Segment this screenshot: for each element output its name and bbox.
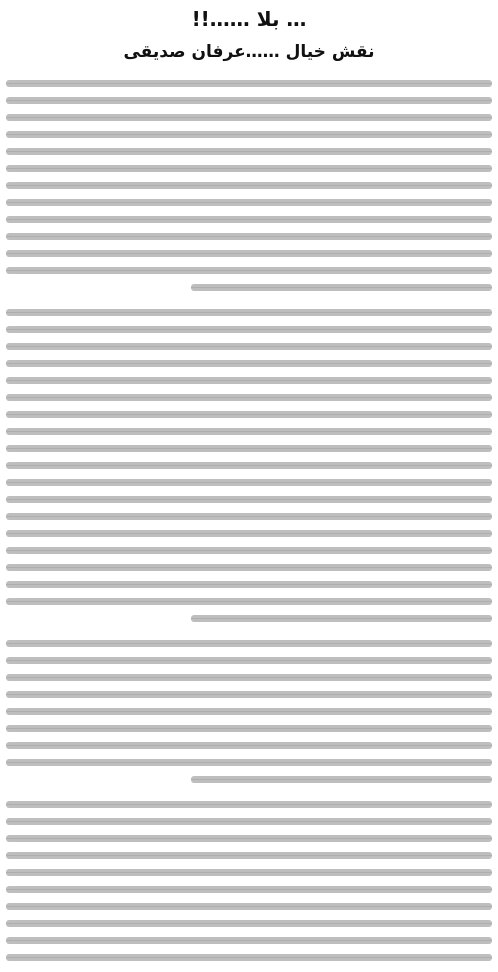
text-line	[6, 473, 492, 490]
text-line	[6, 736, 492, 753]
text-line-ink	[6, 886, 492, 893]
text-line-ink	[6, 233, 492, 240]
text-line-ink	[6, 445, 492, 452]
text-line-ink	[6, 496, 492, 503]
text-line-ink	[6, 530, 492, 537]
text-line	[6, 244, 492, 261]
text-line-ink	[6, 937, 492, 944]
text-line-ink	[6, 377, 492, 384]
text-line	[6, 914, 492, 931]
text-line	[6, 108, 492, 125]
text-line-ink	[6, 657, 492, 664]
text-line	[6, 770, 492, 787]
text-line	[6, 965, 492, 966]
text-line-ink	[6, 547, 492, 554]
text-line-ink	[6, 725, 492, 732]
text-line-ink	[6, 920, 492, 927]
text-line-ink	[6, 148, 492, 155]
text-line	[6, 159, 492, 176]
text-line	[6, 261, 492, 278]
text-line-ink	[6, 708, 492, 715]
text-line-ink	[191, 284, 492, 291]
text-line	[6, 227, 492, 244]
text-line	[6, 524, 492, 541]
text-line	[6, 651, 492, 668]
text-line	[6, 142, 492, 159]
text-line-ink	[6, 903, 492, 910]
text-line	[6, 863, 492, 880]
text-line	[6, 719, 492, 736]
paragraph	[6, 74, 492, 295]
text-line-ink	[6, 869, 492, 876]
text-line-ink	[6, 462, 492, 469]
text-line-ink	[6, 326, 492, 333]
text-line-ink	[6, 114, 492, 121]
text-line-ink	[6, 360, 492, 367]
article-title: … بلا ……!!	[191, 7, 307, 31]
paragraph	[6, 634, 492, 787]
text-line	[6, 795, 492, 812]
text-line	[6, 634, 492, 651]
text-line	[6, 371, 492, 388]
text-line-ink	[6, 513, 492, 520]
text-line	[6, 829, 492, 846]
column-byline: نقش خیال ……عرفان صدیقی	[123, 42, 375, 62]
text-line-ink	[6, 801, 492, 808]
article-body	[6, 74, 492, 966]
text-line	[6, 125, 492, 142]
text-line-ink	[6, 479, 492, 486]
text-line-ink	[6, 131, 492, 138]
text-line	[6, 490, 492, 507]
text-line	[6, 320, 492, 337]
text-line-ink	[6, 343, 492, 350]
text-line-ink	[6, 165, 492, 172]
text-line-ink	[6, 581, 492, 588]
text-line-ink	[6, 309, 492, 316]
text-line	[6, 456, 492, 473]
text-line-ink	[6, 411, 492, 418]
text-line-ink	[191, 776, 492, 783]
text-line	[6, 702, 492, 719]
text-line	[6, 812, 492, 829]
text-line-ink	[6, 835, 492, 842]
text-line	[6, 668, 492, 685]
text-line	[6, 541, 492, 558]
text-line	[6, 193, 492, 210]
text-line-ink	[6, 80, 492, 87]
text-line	[6, 354, 492, 371]
text-line-ink	[6, 267, 492, 274]
text-line-ink	[6, 199, 492, 206]
text-line-ink	[6, 216, 492, 223]
text-line	[6, 931, 492, 948]
text-line-ink	[6, 759, 492, 766]
text-line	[6, 210, 492, 227]
text-line	[6, 422, 492, 439]
text-line-ink	[6, 852, 492, 859]
text-line	[6, 91, 492, 108]
text-line	[6, 507, 492, 524]
text-line-ink	[6, 598, 492, 605]
text-line	[6, 74, 492, 91]
text-line-ink	[6, 954, 492, 961]
text-line	[6, 846, 492, 863]
text-line	[6, 948, 492, 965]
text-line-ink	[6, 250, 492, 257]
text-line	[6, 176, 492, 193]
paragraph	[6, 795, 492, 966]
text-line-ink	[6, 640, 492, 647]
text-line-ink	[6, 674, 492, 681]
text-line	[6, 575, 492, 592]
text-line	[6, 609, 492, 626]
text-line-ink	[6, 818, 492, 825]
text-line	[6, 753, 492, 770]
text-line	[6, 897, 492, 914]
text-line-ink	[6, 394, 492, 401]
text-line-ink	[6, 691, 492, 698]
text-line	[6, 278, 492, 295]
text-line	[6, 880, 492, 897]
text-line-ink	[6, 182, 492, 189]
text-line-ink	[6, 742, 492, 749]
text-line	[6, 558, 492, 575]
text-line	[6, 337, 492, 354]
text-line-ink	[6, 428, 492, 435]
text-line	[6, 405, 492, 422]
text-line-ink	[191, 615, 492, 622]
text-line	[6, 685, 492, 702]
text-line	[6, 303, 492, 320]
paragraph	[6, 303, 492, 626]
text-line-ink	[6, 564, 492, 571]
text-line	[6, 592, 492, 609]
text-line	[6, 388, 492, 405]
text-line	[6, 439, 492, 456]
text-line-ink	[6, 97, 492, 104]
